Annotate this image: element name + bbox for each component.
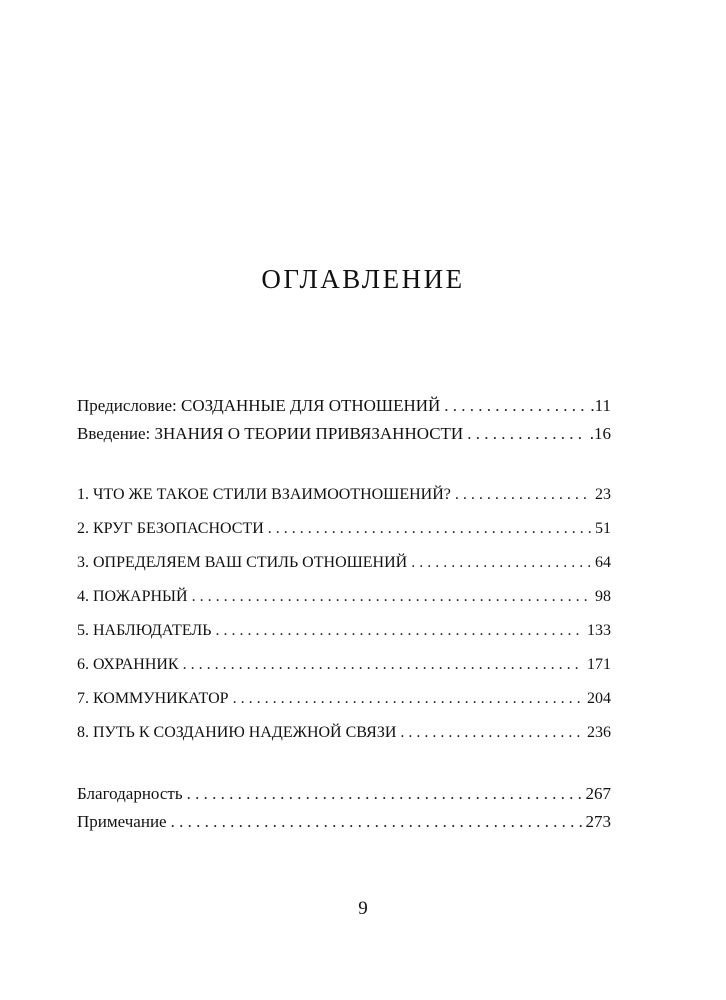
toc-entry-introduction xyxy=(77,420,611,448)
toc-leader-dots xyxy=(400,716,583,750)
toc-entry-page: 171 xyxy=(587,656,611,673)
toc-entry-label: 7. КОММУНИКАТОР xyxy=(77,690,229,707)
toc-entry-page: 133 xyxy=(587,622,611,639)
toc-leader-dots xyxy=(215,614,583,648)
toc-entry-chapter-3 xyxy=(77,546,611,580)
toc-entry-page: 273 xyxy=(585,812,611,831)
toc-entry-page: 51 xyxy=(595,520,611,537)
toc-entry-label: 8. ПУТЬ К СОЗДАНИЮ НАДЕЖНОЙ СВЯЗИ xyxy=(77,724,397,741)
toc-entry-page: .16 xyxy=(589,424,611,443)
toc-entry-label: 1. ЧТО ЖЕ ТАКОЕ СТИЛИ ВЗАИМООТНОШЕНИЙ? xyxy=(77,486,451,503)
toc-leader-dots xyxy=(171,808,582,836)
page-number: 9 xyxy=(358,898,368,919)
toc-entry-chapter-4 xyxy=(77,580,611,614)
toc-entry-preface xyxy=(77,392,611,420)
toc-entry-label: Введение: ЗНАНИЯ О ТЕОРИИ ПРИВЯЗАННОСТИ xyxy=(77,424,464,443)
toc-entry-label: 2. КРУГ БЕЗОПАСНОСТИ xyxy=(77,520,264,537)
toc-entry-notes xyxy=(77,808,611,836)
page-title: ОГЛАВЛЕНИЕ xyxy=(261,264,465,294)
toc-leader-dots xyxy=(233,682,583,716)
toc-leader-dots xyxy=(467,420,586,448)
toc-entry-label: 6. ОХРАННИК xyxy=(77,656,179,673)
toc-entry-chapter-5 xyxy=(77,614,611,648)
toc-entry-chapter-2 xyxy=(77,512,611,546)
toc-entry-page: 267 xyxy=(585,784,611,803)
toc-entry-chapter-8 xyxy=(77,716,611,750)
toc-leader-dots xyxy=(455,478,591,512)
toc-entry-label: Благодарность xyxy=(77,784,183,803)
toc-entry-label: Примечание xyxy=(77,812,167,831)
toc-leader-dots xyxy=(411,546,591,580)
toc-entry-chapter-6 xyxy=(77,648,611,682)
toc-entry-page: 98 xyxy=(595,588,611,605)
toc-entry-label: Предисловие: СОЗДАННЫЕ ДЛЯ ОТНОШЕНИЙ xyxy=(77,396,441,415)
toc-entry-page: 204 xyxy=(587,690,611,707)
toc-entry-page: 64 xyxy=(595,554,611,571)
toc-leader-dots xyxy=(187,780,582,808)
toc-entry-label: 5. НАБЛЮДАТЕЛЬ xyxy=(77,622,212,639)
toc-entry-page: 236 xyxy=(587,724,611,741)
toc-leader-dots xyxy=(444,392,586,420)
toc-entry-page: 23 xyxy=(595,486,611,503)
toc-entry-acknowledgments xyxy=(77,780,611,808)
toc-entry-chapter-1 xyxy=(77,478,611,512)
toc-entry-chapter-7 xyxy=(77,682,611,716)
toc-leader-dots xyxy=(192,580,591,614)
toc-back-matter xyxy=(77,780,611,836)
toc-entry-label: 4. ПОЖАРНЫЙ xyxy=(77,588,188,605)
toc-entry-label: 3. ОПРЕДЕЛЯЕМ ВАШ СТИЛЬ ОТНОШЕНИЙ xyxy=(77,554,408,571)
toc-entry-page: .11 xyxy=(590,396,611,415)
toc-chapters xyxy=(77,478,611,750)
toc-leader-dots xyxy=(183,648,583,682)
toc-leader-dots xyxy=(268,512,591,546)
toc-front-matter xyxy=(77,392,611,448)
